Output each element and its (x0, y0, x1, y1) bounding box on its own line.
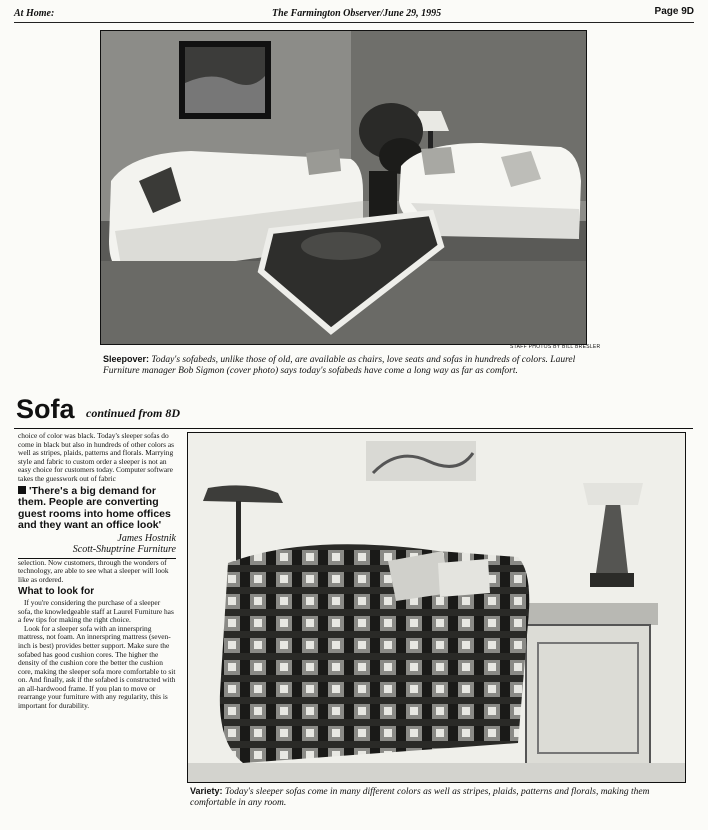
article-column (18, 432, 176, 711)
caption-lead: Sleepover: (103, 354, 150, 364)
continuation-note: continued from 8D (86, 406, 181, 420)
publication-dateline: The Farmington Observer/June 29, 1995 (272, 8, 442, 19)
paragraph: selection. Now customers, through the wonders of technology, are able to see what a sleeper will look like as ordered. (18, 557, 169, 584)
subheading: What to look for (18, 586, 95, 598)
article-title: Sofa (16, 394, 75, 424)
page-header (14, 6, 694, 23)
photo-credit: STAFF PHOTOS BY BILL BRESLER (510, 344, 601, 350)
paragraph: choice of color was black. Today's sleeper sofas do come in black but also in hundreds of other colors as well as stripes, plaids, patterns and florals. Marrying style and fabric to custom order a sleeper is not an easy choice for customers today. Computer software takes the guesswork out of fabric (18, 431, 174, 483)
plaid-sofa-photo (187, 432, 686, 783)
page-number: Page 9D (654, 6, 694, 17)
section-label: At Home: (14, 8, 55, 19)
headline-bar (14, 394, 693, 429)
caption-lead: Variety: (190, 786, 223, 796)
caption-text: Today's sleeper sofas come in many different colors as well as stripes, plaids, patterns and florals, making them comfortable in any room. (190, 787, 650, 808)
photo-caption-variety (190, 786, 690, 809)
paragraph: Look for a sleeper sofa with an innerspring mattress, not foam. An innerspring mattress (seven-inch is best) provides better support. Make sure the sofabed has good cushion cores. The higher the density of the cushion core the better the cushion core, making the sleeper sofa more comfortable to sit on. And finally, ask if the sofabed is constructed with an all-hardwood frame. If you plan to move or rearrange your furniture with any regularity, this is important for durability. (18, 623, 176, 711)
caption-text: Today's sofabeds, unlike those of old, are available as chairs, love seats and sofas in hundreds of colors. Laurel Furniture manager Bob Sigmon (cover photo) says today's sofabeds have come a long way as far as comfort. (103, 355, 576, 376)
photo-caption-sleepover (103, 354, 593, 377)
quote-author: James Hostnik (117, 532, 176, 544)
quote-organization: Scott-Shuptrine Furniture (18, 544, 176, 559)
paragraph: If you're considering the purchase of a sleeper sofa, the knowledgeable staff at Laurel Furniture has a few tips for making the right choice. (18, 597, 174, 625)
living-room-photo (100, 30, 587, 345)
pull-quote-text: 'There's a big demand for them. People are converting guest rooms into home offices and they want an office look' (18, 484, 171, 532)
quote-bullet-icon (18, 486, 26, 494)
pull-quote (18, 486, 176, 532)
quote-attribution (18, 533, 176, 559)
